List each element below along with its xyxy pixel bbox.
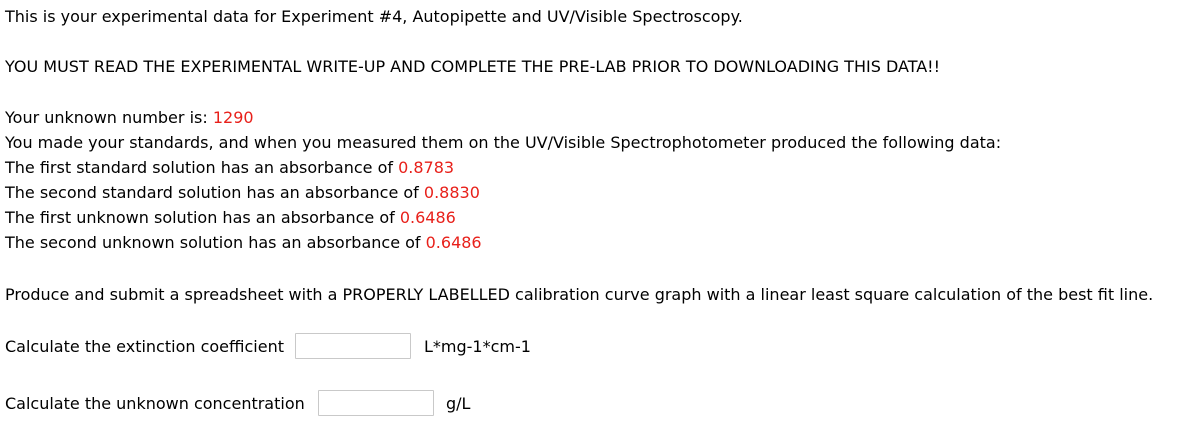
standards-intro-text: You made your standards, and when you measured them on the UV/Visible Spectrophotometer produced the following data: <box>5 133 1002 152</box>
absorbance-value: 0.6486 <box>425 233 482 252</box>
measurement-line-unknown-1 <box>5 208 456 228</box>
measurement-label: The second unknown solution has an absorbance of <box>5 233 426 252</box>
absorbance-value: 0.8830 <box>423 183 480 202</box>
measurement-label: The second standard solution has an absorbance of <box>5 183 424 202</box>
unknown-number-label: Your unknown number is: <box>5 108 213 127</box>
unknown-number-line <box>5 108 254 128</box>
warning-text: YOU MUST READ THE EXPERIMENTAL WRITE-UP AND COMPLETE THE PRE-LAB PRIOR TO DOWNLOADING THIS DATA!! <box>5 57 940 76</box>
unknown-number-value: 1290 <box>212 108 254 127</box>
measurement-line-standard-1 <box>5 158 454 178</box>
extinction-coefficient-input[interactable] <box>295 333 411 359</box>
unknown-concentration-input[interactable] <box>318 390 434 416</box>
absorbance-value: 0.6486 <box>399 208 456 227</box>
measurement-line-unknown-2 <box>5 233 482 253</box>
measurement-label: The first unknown solution has an absorbance of <box>5 208 400 227</box>
unknown-concentration-unit: g/L <box>446 394 471 413</box>
extinction-coefficient-unit: L*mg-1*cm-1 <box>424 337 531 356</box>
unknown-concentration-label: Calculate the unknown concentration <box>5 394 305 413</box>
extinction-coefficient-label: Calculate the extinction coefficient <box>5 337 284 356</box>
measurement-label: The first standard solution has an absorbance of <box>5 158 399 177</box>
instructions-text: Produce and submit a spreadsheet with a PROPERLY LABELLED calibration curve graph with a linear least square calculation of the best fit line. <box>5 285 1154 304</box>
measurement-line-standard-2 <box>5 183 480 203</box>
intro-text: This is your experimental data for Experiment #4, Autopipette and UV/Visible Spectroscopy. <box>5 7 743 26</box>
absorbance-value: 0.8783 <box>398 158 455 177</box>
